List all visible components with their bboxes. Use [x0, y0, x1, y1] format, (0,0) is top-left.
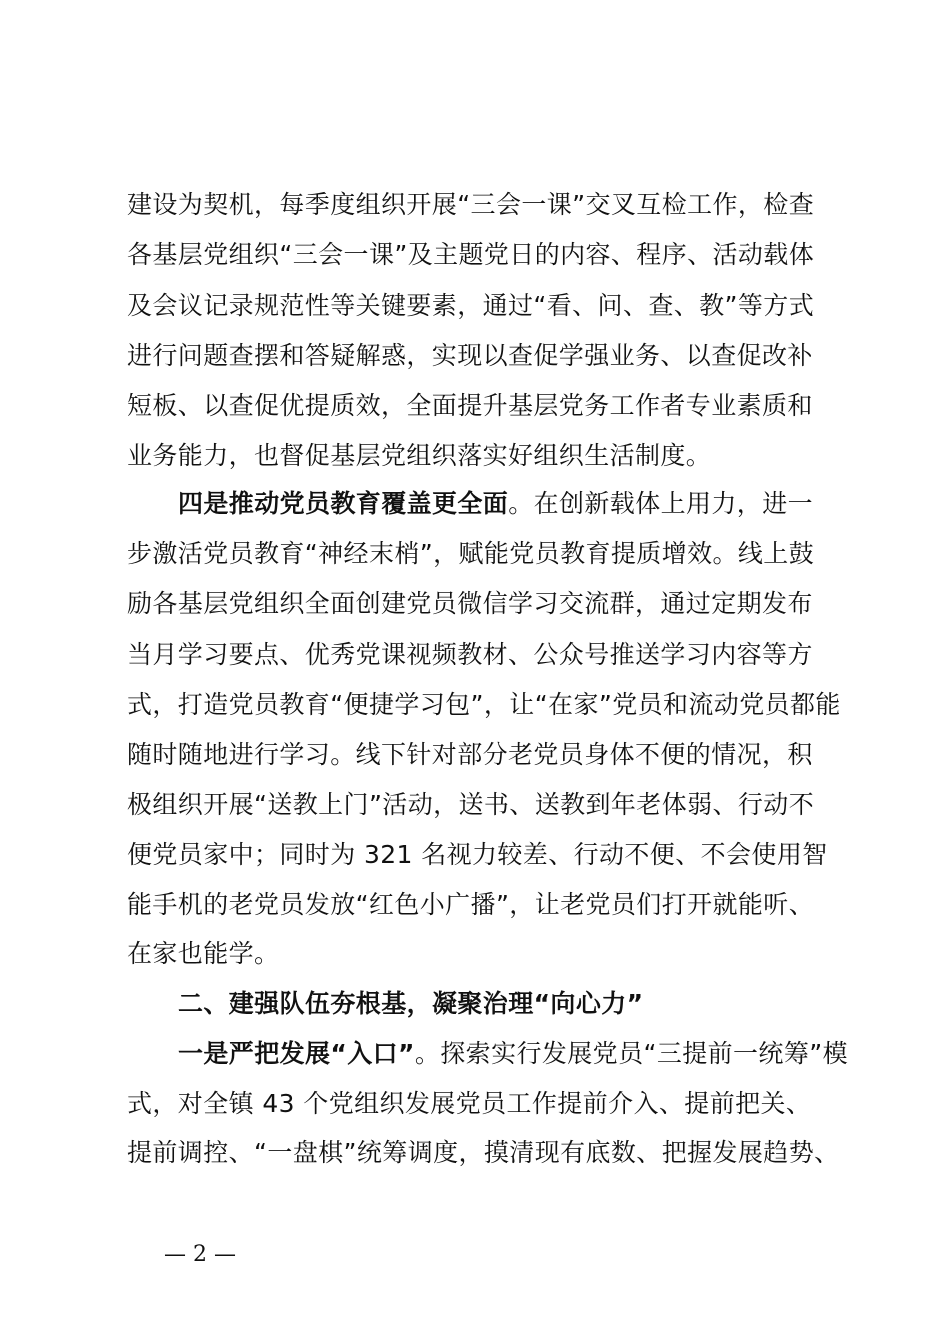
- paragraph2-line-5: 式，打造党员教育“便捷学习包”，让“在家”党员和流动党员都能: [127, 690, 841, 719]
- paragraph2-line-3: 励各基层党组织全面创建党员微信学习交流群，通过定期发布: [127, 589, 813, 618]
- paragraph3-line-2: 式，对全镇 43 个党组织发展党员工作提前介入、提前把关、: [127, 1089, 812, 1118]
- paragraph2-line-6: 随时随地进行学习。线下针对部分老党员身体不便的情况，积: [127, 740, 813, 769]
- paragraph2-line-8: 便党员家中；同时为 321 名视力较差、行动不便、不会使用智: [127, 840, 828, 869]
- paragraph3-line-3: 提前调控、“一盘棋”统筹调度，摸清现有底数、把握发展趋势、: [127, 1138, 840, 1167]
- paragraph2-first-line-text: 。在创新载体上用力，进一: [508, 489, 814, 518]
- paragraph1-line-4: 进行问题查摆和答疑解惑，实现以查促学强业务、以查促改补: [127, 341, 813, 370]
- paragraph2-line-2: 步激活党员教育“神经末梢”，赋能党员教育提质增效。线上鼓: [127, 539, 815, 568]
- paragraph2-line-7: 极组织开展“送教上门”活动，送书、送教到年老体弱、行动不: [127, 790, 815, 819]
- paragraph1-line-2: 各基层党组织“三会一课”及主题党日的内容、程序、活动载体: [127, 240, 815, 269]
- paragraph1-line-1: 建设为契机，每季度组织开展“三会一课”交叉互检工作，检查: [127, 190, 815, 219]
- section-heading: 二、建强队伍夯根基，凝聚治理“向心力”: [178, 989, 644, 1018]
- paragraph2-line-10: 在家也能学。: [127, 939, 280, 968]
- paragraph1-line-6: 业务能力，也督促基层党组织落实好组织生活制度。: [127, 441, 712, 470]
- paragraph3-heading: 一是严把发展“入口”: [178, 1039, 415, 1068]
- page-number: — 2 —: [164, 1242, 236, 1267]
- paragraph1-line-3: 及会议记录规范性等关键要素，通过“看、问、查、教”等方式: [127, 291, 815, 320]
- paragraph2-line-4: 当月学习要点、优秀党课视频教材、公众号推送学习内容等方: [127, 640, 813, 669]
- paragraph3-first-line-text: 。探索实行发展党员“三提前一统筹”模: [414, 1039, 848, 1068]
- paragraph2-line-9: 能手机的老党员发放“红色小广播”，让老党员们打开就能听、: [127, 890, 815, 919]
- paragraph1-line-5: 短板、以查促优提质效，全面提升基层党务工作者专业素质和: [127, 391, 813, 420]
- paragraph2-heading: 四是推动党员教育覆盖更全面: [178, 489, 509, 518]
- paragraph3-first-line: [178, 1039, 898, 1069]
- paragraph2-first-line: [178, 489, 898, 519]
